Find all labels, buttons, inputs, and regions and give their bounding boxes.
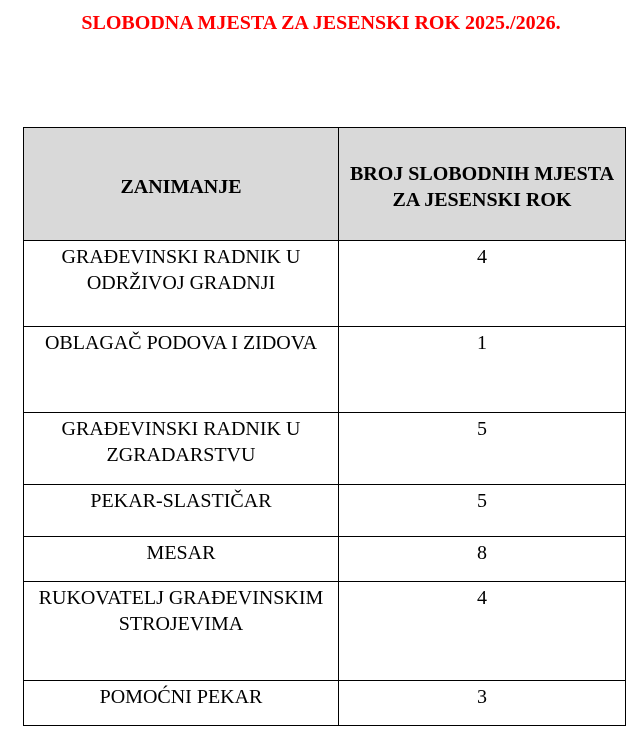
occupation-cell: OBLAGAČ PODOVA I ZIDOVA [24, 327, 339, 413]
occupation-cell: POMOĆNI PEKAR [24, 681, 339, 726]
occupation-cell: GRAĐEVINSKI RADNIK U ZGRADARSTVU [24, 413, 339, 485]
vacancies-table [23, 127, 626, 726]
table-row [24, 485, 626, 537]
header-free-places: BROJ SLOBODNIH MJESTA ZA JESENSKI ROK [339, 128, 626, 241]
free-places-cell: 1 [339, 327, 626, 413]
header-occupation: ZANIMANJE [24, 128, 339, 241]
table-row [24, 413, 626, 485]
occupation-cell: RUKOVATELJ GRAĐEVINSKIM STROJEVIMA [24, 582, 339, 681]
free-places-cell: 8 [339, 537, 626, 582]
free-places-cell: 3 [339, 681, 626, 726]
table-row [24, 537, 626, 582]
document-title: SLOBODNA MJESTA ZA JESENSKI ROK 2025./2026. [81, 12, 561, 34]
table-header-row [24, 128, 626, 241]
table-row [24, 681, 626, 726]
table-row [24, 327, 626, 413]
occupation-cell: MESAR [24, 537, 339, 582]
free-places-cell: 5 [339, 413, 626, 485]
free-places-cell: 5 [339, 485, 626, 537]
free-places-cell: 4 [339, 582, 626, 681]
table-row [24, 582, 626, 681]
occupation-cell: PEKAR-SLASTIČAR [24, 485, 339, 537]
table-row [24, 241, 626, 327]
occupation-cell: GRAĐEVINSKI RADNIK U ODRŽIVOJ GRADNJI [24, 241, 339, 327]
free-places-cell: 4 [339, 241, 626, 327]
